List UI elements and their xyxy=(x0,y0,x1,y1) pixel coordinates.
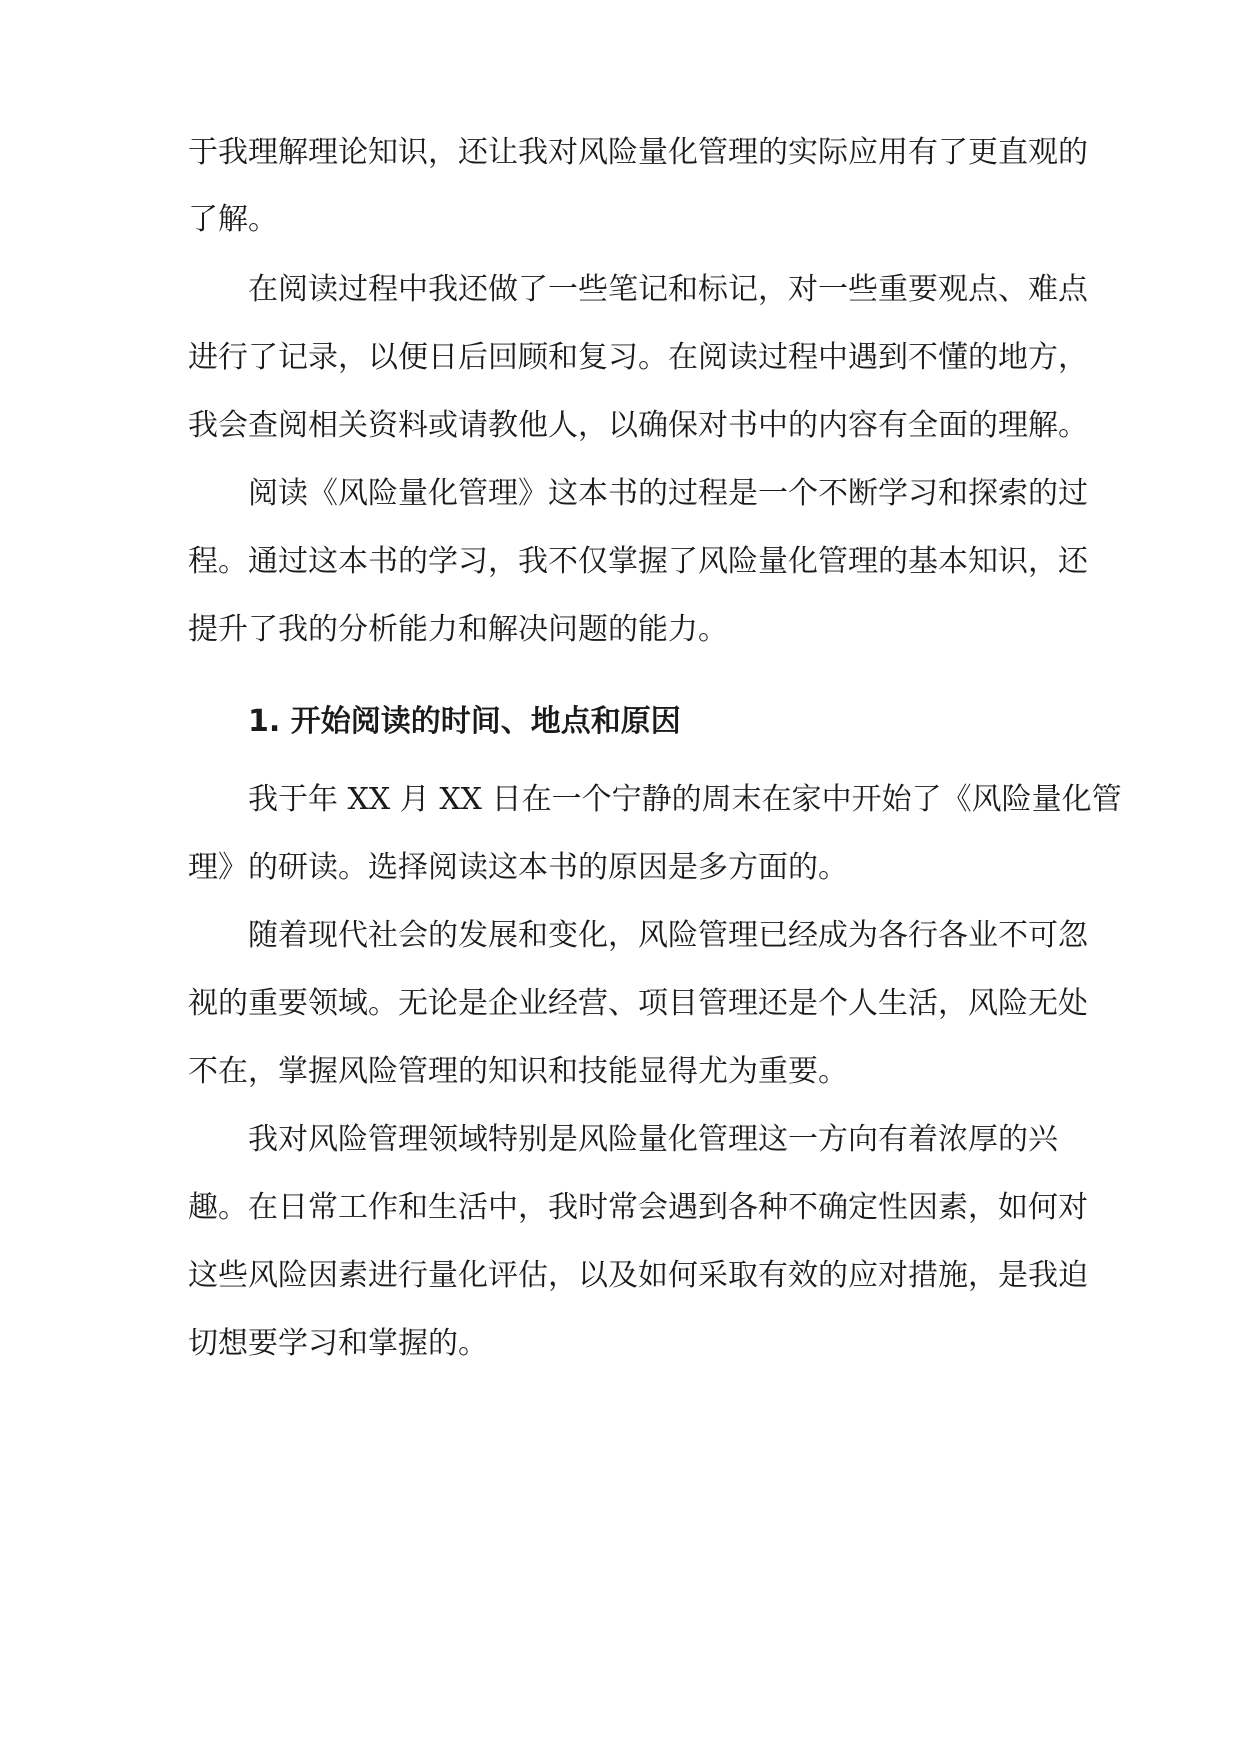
paragraph-3-line-1: 阅读《风险量化管理》这本书的过程是一个不断学习和探索的过 xyxy=(248,476,1088,511)
section-paragraph-3-line-1: 我对风险管理领域特别是风险量化管理这一方向有着浓厚的兴 xyxy=(248,1122,1058,1157)
paragraph-3-line-3: 提升了我的分析能力和解决问题的能力。 xyxy=(188,612,728,647)
section-heading: 1. 开始阅读的时间、地点和原因 xyxy=(248,704,681,739)
section-paragraph-3-line-3: 这些风险因素进行量化评估，以及如何采取有效的应对措施，是我迫 xyxy=(188,1258,1088,1293)
paragraph-2-line-1: 在阅读过程中我还做了一些笔记和标记，对一些重要观点、难点 xyxy=(248,272,1088,307)
paragraph-1-line-2: 了解。 xyxy=(188,202,278,237)
paragraph-1-line-1: 于我理解理论知识，还让我对风险量化管理的实际应用有了更直观的 xyxy=(188,135,1088,170)
section-paragraph-2-line-2: 视的重要领域。无论是企业经营、项目管理还是个人生活，风险无处 xyxy=(188,986,1088,1021)
paragraph-3-line-2: 程。通过这本书的学习，我不仅掌握了风险量化管理的基本知识，还 xyxy=(188,544,1088,579)
section-paragraph-1-line-1: 我于年 XX 月 XX 日在一个宁静的周末在家中开始了《风险量化管 xyxy=(248,782,1122,817)
section-paragraph-2-line-1: 随着现代社会的发展和变化，风险管理已经成为各行各业不可忽 xyxy=(248,918,1088,953)
paragraph-2-line-3: 我会查阅相关资料或请教他人，以确保对书中的内容有全面的理解。 xyxy=(188,408,1088,443)
section-paragraph-3-line-4: 切想要学习和掌握的。 xyxy=(188,1326,488,1361)
section-paragraph-2-line-3: 不在，掌握风险管理的知识和技能显得尤为重要。 xyxy=(188,1054,848,1089)
paragraph-2-line-2: 进行了记录，以便日后回顾和复习。在阅读过程中遇到不懂的地方， xyxy=(188,340,1088,375)
section-paragraph-1-line-2: 理》的研读。选择阅读这本书的原因是多方面的。 xyxy=(188,850,848,885)
section-paragraph-3-line-2: 趣。在日常工作和生活中，我时常会遇到各种不确定性因素，如何对 xyxy=(188,1190,1088,1225)
